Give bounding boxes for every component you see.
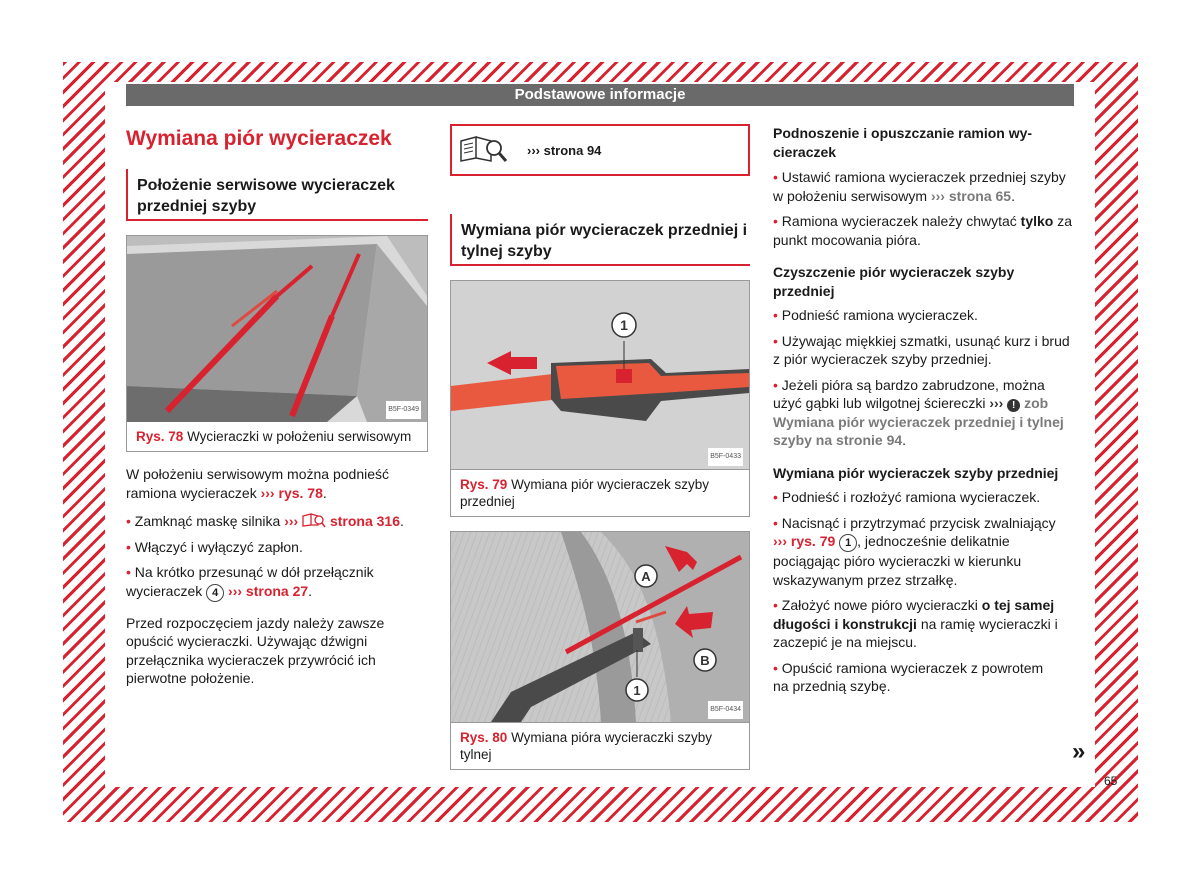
bullet-3-text: Na krótko przesunąć w dół przełącznik wycieraczek — [126, 564, 374, 599]
callout-B-label: B — [700, 653, 710, 668]
closing-paragraph: Przed rozpoczęciem jazdy należy zawsze opuścić wycieraczki. Używając dźwigni przełącznika wycieraczek przywrócić ich pierwotne położenie. — [126, 614, 385, 686]
intro-arrow: ››› — [260, 484, 275, 501]
figure-79-ref: Rys. 79 — [460, 477, 508, 492]
list-item: • Podnieść ramiona wycieraczek. — [773, 307, 978, 323]
warning-icon: ! — [1007, 399, 1020, 412]
heading-raising-lowering: Podnoszenie i opuszczanie ramion wycieraczek — [773, 125, 1033, 160]
heading-replacing-front: Wymiana piór wycieraczek szyby przedniej — [773, 464, 1059, 481]
s1-bullet-1-link[interactable]: strona 65 — [948, 187, 1012, 204]
figure-80-code: B5F-0434 — [708, 701, 743, 720]
s2-bullet-1-text: Podnieść ramiona wycieraczek. — [781, 307, 978, 323]
list-item: • Na krótko przesunąć w dół przełącznik wycieraczek 4 ››› strona 27. — [126, 563, 428, 602]
reference-text[interactable]: ››› strona 94 — [527, 143, 602, 158]
intro-paragraph — [126, 465, 428, 502]
s2-bullet-3-end: . — [902, 432, 907, 448]
s1-bullet-2-end: za punkt mocowania pióra. — [773, 213, 1073, 248]
s1-bullet-1-text: Ustawić ramiona wycieraczek przedniej szyby w położeniu serwisowym — [773, 169, 1066, 204]
s3-bullet-3-end: na ramię wycieraczki i zaczepić je na miejscu. — [773, 615, 1058, 650]
bullet-3-arrow: ››› — [228, 582, 243, 599]
s1-bullet-1-arrow: ››› — [930, 187, 945, 204]
reference-box — [450, 124, 750, 176]
bullet-1-end: . — [400, 513, 404, 529]
s1-bullet-1-end: . — [1011, 187, 1015, 204]
book-search-icon — [302, 513, 326, 528]
list-item: • Nacisnąć i przytrzymać przycisk zwalniający ››› rys. 79 1 , jednocześnie delikatnie pociągając pióro wycieraczki w kierunku wskazywanym przez strzałkę. — [773, 514, 1056, 588]
figure-80 — [450, 531, 750, 770]
figure-78-ref: Rys. 78 — [136, 429, 184, 444]
s2-bullet-3-arrow: ››› — [989, 395, 1004, 411]
windshield-wipers-illustration — [127, 236, 427, 422]
figure-79 — [450, 280, 750, 517]
column-right — [773, 124, 1073, 703]
page-number: 65 — [1104, 774, 1118, 788]
s2-bullet-3-link[interactable]: zob Wymiana piór wycieraczek przedniej i tylnej szyby na stronie 94 — [773, 395, 1064, 448]
s3-bullet-3-text: Założyć nowe pióro wycieraczki — [781, 597, 978, 613]
s3-bullet-3-bold: o tej samej długości i konstrukcji — [773, 597, 1055, 632]
page-title: Wymiana piór wycieraczek — [126, 127, 392, 150]
callout-1-label: 1 — [633, 683, 641, 698]
intro-text: W położeniu serwisowym można podnieść ramiona wycieraczek — [126, 466, 389, 501]
figure-79-image — [451, 281, 749, 469]
s3-bullet-2-link[interactable]: rys. 79 — [790, 533, 836, 549]
continued-marker: » — [1072, 738, 1086, 765]
s1-bullet-2-bold: tylko — [1020, 213, 1054, 229]
figure-78-caption-text: Wycieraczki w położeniu serwisowym — [187, 429, 412, 444]
release-button-badge: 1 — [839, 534, 857, 552]
front-blade-illustration — [451, 281, 749, 469]
callout-A-label: A — [641, 569, 651, 584]
figure-78-caption — [127, 422, 427, 451]
figure-80-ref: Rys. 80 — [460, 730, 508, 745]
figure-78 — [126, 235, 428, 452]
figure-80-caption-text: Wymiana pióra wycieraczki szyby tylnej — [460, 730, 712, 762]
callout-1-label: 1 — [620, 317, 628, 333]
s3-bullet-1-text: Podnieść i rozłożyć ramiona wycieraczek. — [781, 489, 1041, 505]
rear-blade-illustration — [451, 532, 749, 722]
s3-bullet-2-text: Nacisnąć i przytrzymać przycisk zwalniający — [781, 514, 1056, 531]
heading-cleaning: Czyszczenie piór wycieraczek szyby przedniej — [773, 264, 1015, 299]
list-item: • Podnieść i rozłożyć ramiona wycieraczek. — [773, 489, 1041, 505]
s3-bullet-2-arrow: ››› — [773, 533, 787, 549]
list-item: • Zamknąć maskę silnika ››› strona 316. — [126, 513, 404, 529]
intro-link[interactable]: rys. 78 — [278, 484, 323, 501]
s3-bullet-4-text: Opuścić ramiona wycieraczek z powrotem na przednią szybę. — [773, 659, 1044, 694]
list-item: • Jeżeli pióra są bardzo zabrudzone, można użyć gąbki lub wilgotnej ściereczki ››› ! zob Wymiana piór wycieraczek przedniej i tylnej szyby na stronie 94. — [773, 376, 1064, 448]
list-item: • Ramiona wycieraczek należy chwytać tylko za punkt mocowania pióra. — [773, 213, 1073, 248]
figure-78-image — [127, 236, 427, 422]
list-item: • Opuścić ramiona wycieraczek z powrotem na przednią szybę. — [773, 659, 1044, 694]
figure-79-caption — [451, 469, 749, 516]
column-left — [126, 124, 428, 698]
s2-bullet-3-text: Jeżeli pióra są bardzo zabrudzone, można użyć gąbki lub wilgotnej ściereczki — [773, 376, 1045, 411]
book-search-icon — [458, 135, 510, 165]
bullet-1-text: Zamknąć maskę silnika — [134, 513, 281, 529]
bullet-1-arrow: ››› — [284, 513, 299, 529]
s1-bullet-2-text: Ramiona wycieraczek należy chwytać — [781, 213, 1017, 229]
figure-80-image — [451, 532, 749, 722]
figure-80-caption — [451, 722, 749, 769]
figure-79-code: B5F-0433 — [708, 448, 743, 467]
bullet-3-end: . — [308, 582, 313, 599]
subsection-title-service-position: Położenie serwisowe wycieraczek przedniej szyby — [126, 169, 428, 221]
list-item: • Ustawić ramiona wycieraczek przedniej szyby w położeniu serwisowym ››› strona 65. — [773, 169, 1066, 204]
list-item: • Włączyć i wyłączyć zapłon. — [126, 538, 303, 555]
bullet-2-text: Włączyć i wyłączyć zapłon. — [134, 538, 303, 555]
intro-end: . — [322, 484, 327, 501]
section-header: Podstawowe informacje — [126, 84, 1074, 106]
list-item: • Założyć nowe pióro wycieraczki o tej samej długości i konstrukcji na ramię wycieraczki i zaczepić je na miejscu. — [773, 597, 1058, 650]
bullet-3-link[interactable]: strona 27 — [245, 582, 309, 599]
switch-position-badge: 4 — [206, 584, 224, 602]
figure-79-caption-text: Wymiana piór wycieraczek szyby przedniej — [460, 477, 709, 509]
subsection-title-replacing-blades: Wymiana piór wycieraczek przedniej i tylnej szyby — [450, 214, 750, 266]
list-item: • Używając miękkiej szmatki, usunąć kurz i brud z piór wycieraczek szyby przedniej. — [773, 332, 1070, 367]
bullet-1-link[interactable]: strona 316 — [329, 513, 401, 529]
s2-bullet-2-text: Używając miękkiej szmatki, usunąć kurz i brud z piór wycieraczek szyby przedniej. — [773, 332, 1070, 367]
column-middle — [450, 124, 750, 770]
s3-bullet-2-end: , jednocześnie delikatnie pociągając pióro wycieraczki w kierunku wskazywanym przez strzałkę. — [773, 533, 1022, 588]
figure-78-code: B5F-0349 — [386, 401, 421, 420]
